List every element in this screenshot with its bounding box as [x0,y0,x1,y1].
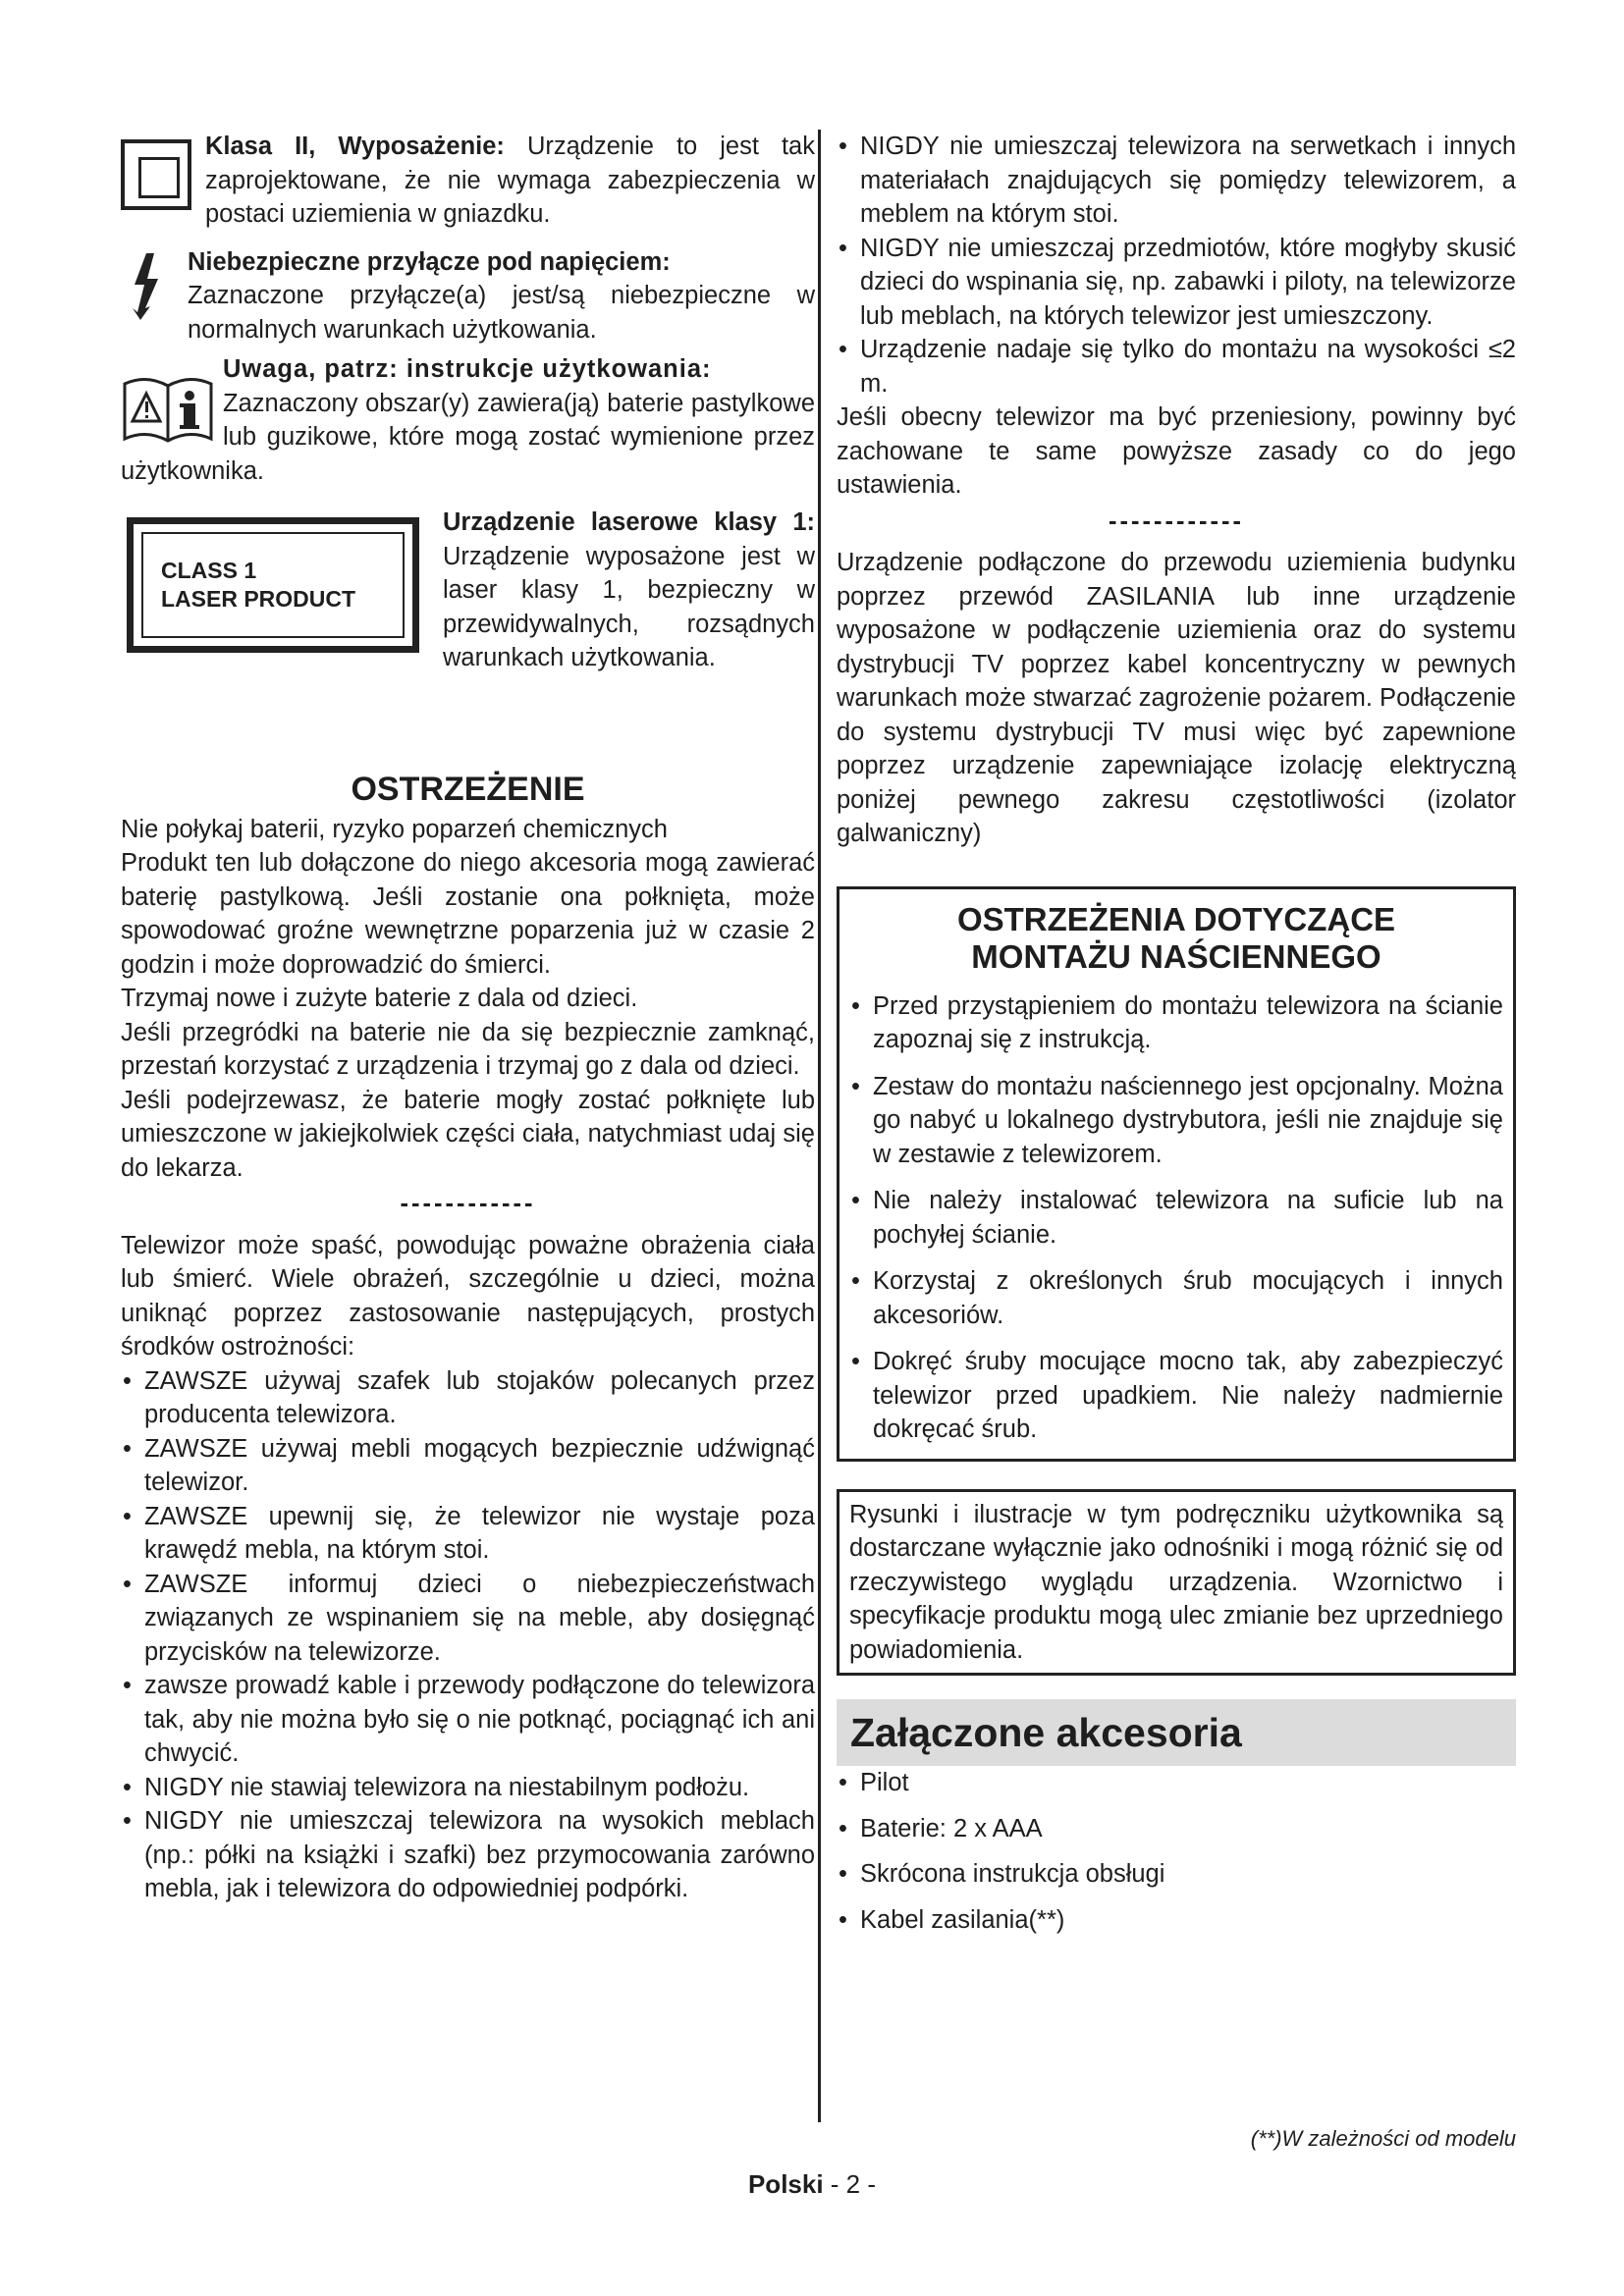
laser-section [121,506,815,675]
list-item: • Skrócona instrukcja obsługi [837,1857,1516,1892]
warning-paragraph: Produkt ten lub dołączone do niego akcesoria mogą zawierać baterię pastylkową. Jeśli zostanie ona połknięta, może spowodować groźne wewnętrzne poparzenia już w czasie 2 godzin i może doprowadzić do śmierci. [121,849,815,979]
list-item: • Przed przystąpieniem do montażu telewizora na ścianie zapoznaj się z instrukcją. [849,989,1503,1057]
caution-manual-icon [121,370,215,447]
warning-paragraph: Trzymaj nowe i zużyte baterie z dala od dzieci. [121,985,638,1012]
list-item: • Kabel zasilania(**) [837,1903,1516,1938]
section-divider-dashes: ------------ [1109,507,1244,535]
list-item: • NIGDY nie stawiaj telewizora na niestabilnym podłożu. [121,1771,815,1805]
wall-mount-warning-box [837,886,1516,1462]
grounding-text: Urządzenie podłączone do przewodu uziemienia budynku poprzez przewód ZASILANIA lub inne urządzenie wyposażone w podłączenie uziemienia oraz do systemu dystrybucji TV poprzez kabel koncentryczny w pewnych warunkach może stwarzać zagrożenie pożarem. Podłączenie do systemu dystrybucji TV musi więc być zapewnione poprzez urządzenie zapewniające izolację elektryczną poniżej pewnego zakresu częstotliwości (izolator galwaniczny) [837,549,1516,847]
class2-section [121,130,815,232]
warning-paragraph: Jeśli przegródki na baterie nie da się bezpiecznie zamknąć, przestań korzystać z urządzenia i trzymaj go z dala od dzieci. [121,1018,815,1080]
caution-title: Uwaga, patrz: instrukcje użytkowania: [223,355,712,383]
page-number: - 2 - [823,2169,877,2199]
live-terminal-section [121,245,815,347]
illustrations-disclaimer-box [837,1489,1516,1677]
list-item: • NIGDY nie umieszczaj przedmiotów, które mogłyby skusić dzieci do wspinania się, np. zabawki i piloty, na telewizorze lub meblach, na których telewizor jest umieszczony. [837,232,1516,334]
move-tv-text: Jeśli obecny telewizor ma być przeniesiony, powinny być zachowane te same powyższe zasady co do jego ustawienia. [837,403,1516,499]
list-item: • ZAWSZE używaj mebli mogących bezpiecznie udźwignąć telewizor. [121,1432,815,1500]
list-item: • ZAWSZE informuj dzieci o niebezpieczeństwach związanych ze wspinaniem się na meble, aby dosięgnąć przycisków na telewizorze. [121,1568,815,1670]
column-divider [818,130,821,2122]
caution-section [121,352,815,488]
list-item: • Baterie: 2 x AAA [837,1812,1516,1846]
list-item: • Korzystaj z określonych śrub mocujących i innych akcesoriów. [849,1264,1503,1332]
laser-label-line1: CLASS 1 [161,558,257,583]
list-item: • Pilot [837,1766,1516,1800]
list-item: • Dokręć śruby mocujące mocno tak, aby zabezpieczyć telewizor przed upadkiem. Nie należy nadmiernie dokręcać śrub. [849,1345,1503,1447]
list-item: • ZAWSZE używaj szafek lub stojaków polecanych przez producenta telewizora. [121,1364,815,1432]
left-column [121,130,815,1906]
accessories-heading: Załączone akcesoria [837,1699,1516,1766]
page-footer [0,2169,1624,2200]
warning-heading: OSTRZEŻENIE [351,770,585,808]
tv-fall-intro: Telewizor może spaść, powodując poważne obrażenia ciała lub śmierć. Wiele obrażeń, szczególnie u dzieci, można uniknąć poprzez zastosowanie następujących, prostych środków ostrożności: [121,1231,815,1361]
section-divider-dashes: ------------ [400,1190,536,1217]
class2-text: Urządzenie to jest tak zaprojektowane, że nie wymaga zabezpieczenia w postaci uziemienia w gniazdku. [205,133,815,228]
battery-warning [121,813,815,1186]
laser-text: Urządzenie wyposażone jest w laser klasy 1, bezpieczny w przewidywalnych, rozsądnych warunkach użytkowania. [443,542,815,671]
tv-fall-list [121,1364,815,1906]
list-item: • Urządzenie nadaje się tylko do montażu na wysokości ≤2 m. [837,333,1516,400]
tv-fall-list-continued [837,130,1516,400]
accessories-list [837,1766,1516,1937]
laser-product-label [127,517,419,653]
list-item: • NIGDY nie umieszczaj telewizora na serwetkach i innych materiałach znajdujących się pomiędzy telewizorem, a meblem na którym stoi. [837,130,1516,232]
caution-text: Zaznaczony obszar(y) zawiera(ją) baterie pastylkowe lub guzikowe, które mogą zostać wymienione przez użytkownika. [121,389,815,485]
wall-mount-title-line1: OSTRZEŻENIA DOTYCZĄCE [956,900,1396,937]
list-item: • Nie należy instalować telewizora na suficie lub na pochyłej ścianie. [849,1184,1503,1252]
live-terminal-title: Niebezpieczne przyłącze pod napięciem: [188,247,671,276]
lightning-bolt-icon [121,251,174,322]
disclaimer-text: Rysunki i ilustracje w tym podręczniku użytkownika są dostarczane wyłącznie jako odnośniki i mogą różnić się od rzeczywistego wyglądu urządzenia. Wzornictwo i specyfikacje produktu mogą ulec zmianie bez uprzedniego powiadomienia. [849,1500,1503,1664]
list-item: • zawsze prowadź kable i przewody podłączone do telewizora tak, aby nie można było się o nie potknąć, pociągnąć ich ani chwycić. [121,1669,815,1771]
right-column [837,130,1516,1949]
wall-mount-title-line2: MONTAŻU NAŚCIENNEGO [971,937,1381,975]
warning-paragraph: Nie połykaj baterii, ryzyko poparzeń chemicznych [121,815,668,843]
footer-language: Polski [747,2169,824,2199]
wall-mount-list [849,989,1503,1447]
list-item: • Zestaw do montażu naściennego jest opcjonalny. Można go nabyć u lokalnego dystrybutora, jeśli nie znajduje się w zestawie z telewizorem. [849,1070,1503,1172]
list-item: • NIGDY nie umieszczaj telewizora na wysokich meblach (np.: półki na książki i szafki) bez przymocowania zarówno mebla, jak i telewizora do odpowiedniej podpórki. [121,1804,815,1906]
list-item: • ZAWSZE upewnij się, że telewizor nie wystaje poza krawędź mebla, na którym stoi. [121,1500,815,1568]
live-terminal-text: Zaznaczone przyłącze(a) jest/są niebezpieczne w normalnych warunkach użytkowania. [188,282,815,344]
model-footnote: (**)W zależności od modelu [1250,2126,1516,2151]
warning-paragraph: Jeśli podejrzewasz, że baterie mogły zostać połknięte lub umieszczone w jakiejkolwiek części ciała, natychmiast udaj się do lekarza. [121,1086,815,1182]
laser-label-line2: LASER PRODUCT [161,586,356,612]
laser-title: Urządzenie laserowe klasy 1: [443,508,815,536]
class2-title: Klasa II, Wyposażenie: [205,133,505,160]
double-square-icon [121,139,191,210]
